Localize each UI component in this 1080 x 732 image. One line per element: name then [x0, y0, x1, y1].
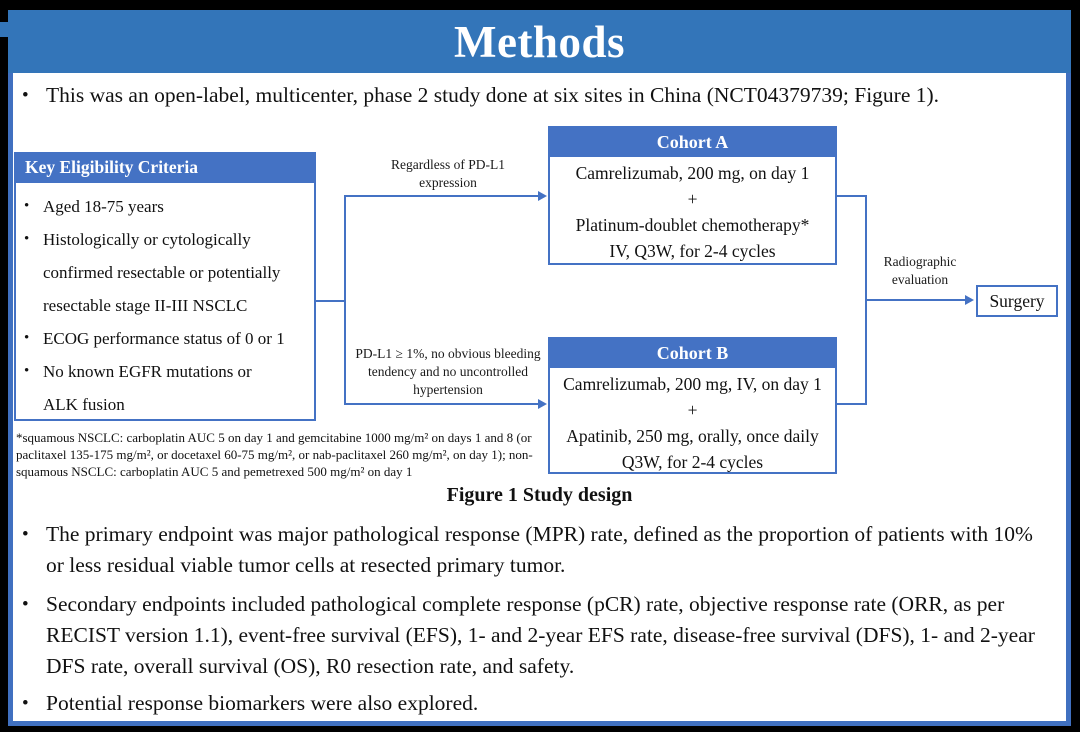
plus-sign: +	[687, 189, 698, 209]
cohort-b-body	[550, 368, 835, 475]
bullet-icon	[22, 80, 46, 111]
arrow-right-icon	[538, 191, 547, 201]
eligibility-item: • Histologically or cytologically confirmed resectable or potentially resectable stage II-III NSCLC	[16, 223, 315, 322]
plus-sign: +	[687, 400, 698, 420]
intro-bullet	[22, 80, 1052, 111]
branch-label-bottom: PD-L1 ≥ 1%, no obvious bleeding tendency and no uncontrolled hypertension	[355, 346, 541, 397]
page-title: Methods	[454, 16, 625, 67]
biomarkers-text: Potential response biomarkers were also explored.	[46, 691, 479, 715]
eligibility-item: • Aged 18-75 years	[16, 190, 315, 223]
cohort-b-box	[548, 337, 837, 474]
cohort-a-line: Platinum-doublet chemotherapy*	[575, 215, 810, 235]
cohort-a-header: Cohort A	[550, 128, 835, 157]
bullet-icon	[22, 688, 46, 719]
cohort-a-box	[548, 126, 837, 265]
eligibility-box-header: Key Eligibility Criteria	[16, 154, 314, 183]
eligibility-item: • ECOG performance status of 0 or 1	[16, 322, 315, 355]
intro-bullet-text: This was an open-label, multicenter, phase 2 study done at six sites in China (NCT04379739; Figure 1).	[46, 83, 940, 107]
cohort-b-line: Camrelizumab, 200 mg, IV, on day 1	[563, 374, 822, 394]
biomarkers-bullet	[22, 688, 1056, 719]
eligibility-list	[16, 183, 314, 421]
slide-title-bar	[8, 10, 1071, 73]
connector-branch-vertical	[344, 195, 346, 405]
connector-cohort-b-out	[836, 403, 867, 405]
bullet-icon	[22, 519, 46, 550]
radiographic-evaluation-label: Radiographic evaluation	[883, 254, 957, 287]
cohort-b-header: Cohort B	[550, 339, 835, 368]
surgery-label: Surgery	[989, 290, 1045, 311]
primary-endpoint-bullet	[22, 519, 1056, 581]
primary-endpoint-text: The primary endpoint was major pathological response (MPR) rate, defined as the proportion of patients with 10% or less residual viable tumor cells at resected primary tumor.	[46, 522, 1033, 577]
branch-label-top: Regardless of PD-L1 expression	[391, 157, 505, 190]
connector-eligibility-out	[314, 300, 346, 302]
cohort-a-line: Camrelizumab, 200 mg, on day 1	[575, 163, 810, 183]
eligibility-box	[14, 152, 316, 421]
figure-caption: Figure 1 Study design	[446, 484, 633, 506]
secondary-endpoints-bullet	[22, 589, 1056, 682]
connector-to-cohort-a	[344, 195, 540, 197]
cohort-b-line: Apatinib, 250 mg, orally, once daily	[566, 426, 819, 446]
connector-to-surgery	[865, 299, 967, 301]
cohort-b-line: Q3W, for 2-4 cycles	[621, 452, 764, 472]
figure-footnote: *squamous NSCLC: carboplatin AUC 5 on day 1 and gemcitabine 1000 mg/m² on days 1 and 8 (or paclitaxel 135-175 mg/m², or docetaxel 60-75 mg/m², or nab-paclitaxel 260 mg/m², on day 1); non-squamous NSCLC: carboplatin AUC 5 and pemetrexed 500 mg/m² on day 1	[16, 430, 533, 479]
secondary-endpoints-text: Secondary endpoints included pathological complete response (pCR) rate, objective response rate (ORR, as per RECIST version 1.1), event-free survival (EFS), 1- and 2-year EFS rate, disease-free survival (DFS), 1- and 2-year DFS rate, overall survival (OS), R0 resection rate, and safety.	[46, 592, 1035, 678]
eligibility-item: • No known EGFR mutations or ALK fusion	[16, 355, 315, 421]
connector-cohort-a-out	[836, 195, 867, 197]
cohort-a-body	[550, 157, 835, 264]
connector-to-cohort-b	[344, 403, 540, 405]
cohort-a-line: IV, Q3W, for 2-4 cycles	[609, 241, 776, 261]
arrow-right-icon	[965, 295, 974, 305]
arrow-right-icon	[538, 399, 547, 409]
surgery-box	[976, 285, 1058, 317]
bullet-icon	[22, 589, 46, 620]
